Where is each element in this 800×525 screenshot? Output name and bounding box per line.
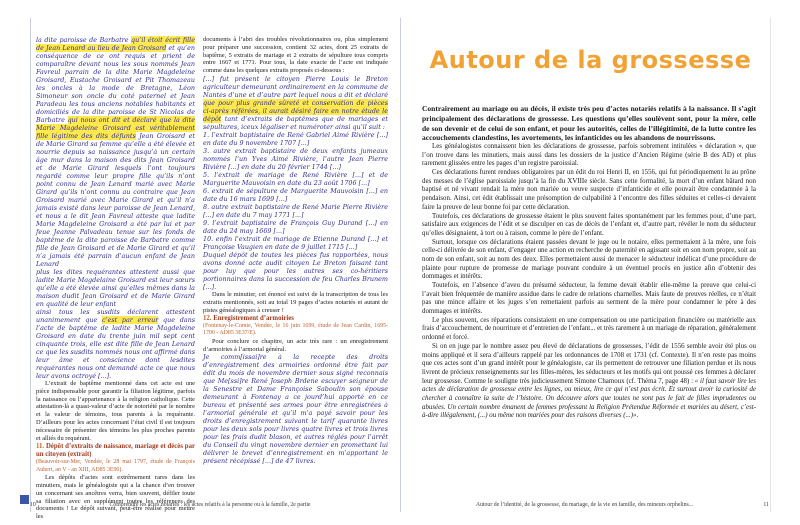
quote-item-block xyxy=(203,219,388,235)
text-segment: 1. l’extrait baptistaire de René Gabriel Aimé Rivière [...] en date du 9 novembre 1707 [...] xyxy=(203,131,388,148)
text-segment: (Beauvoir-sur-Mer, Vendée, le 28 mai 1797, étude de François Aubert, an V - an XIII, AD85 3E90). xyxy=(36,459,195,473)
highlighted-text: qui nous ont dit et déclaré que la dite Marie Magdeleine Groisard est véritablement fille légitime des dits défunts xyxy=(36,116,195,140)
highlighted-text: c’est par erreur xyxy=(101,316,159,324)
quote-block xyxy=(203,353,388,465)
text-segment: Les dépôts d’actes sont extrêmement rares dans les minutiers, mais le généalogiste qui a la chance d’en trouver un concernant ses ancêtres verra, bien souvent, défiler toute sa filiation avec en supplément toutes les références des documents ! Le dépôt suivant, peut-être réalisé pour mettre les xyxy=(36,474,195,521)
text-segment: Toutefois, ces déclarations de grossesse étaient le plus souvent faites spontanément par les femmes pour, d’une part, satisfaire aux exigences de l’édit et se disculper en cas de décès de l’enfant et, d’autre part, révéler le nom du séducteur qu’elles désignaient, à tort ou à raison, comme le père de l’enfant. xyxy=(422,212,756,237)
left-column-1 xyxy=(36,36,195,521)
quote-block xyxy=(203,251,388,291)
quote-item-block xyxy=(203,131,388,147)
text-segment: 11. xyxy=(36,442,46,450)
text-segment: Si on en juge par le nombre assez peu élevé de déclarations de grossesses, l’édit de 1556 semble avoir été plus ou moins appliqué et il sera d’ailleurs rappelé par les ordonnances de 1708 et 1731 (cf. Contexte). Il n’en reste pas moins que ces actes sont d’un grand intérêt pour le généalogiste, car ils permettent de retrouver une filiation perdue et ils nous livrent de précieux renseignements sur les filles-mères, les séducteurs et les motifs qui ont poussé ces femmes à déclarer leur grossesse. Comme le souligne très judicieusement Simone Chamoux (cf. Théma 7, page 48) : xyxy=(422,342,756,385)
para-block xyxy=(422,213,756,239)
text-segment: et qu’en conséquence de ce ont requis et prient de comparaître devant nous les sous nommés Jean Favreul parrain de la dite Marie Magdeleine Groisard, Eustache Groisard et Pit Thomazeau les oncles à la mode de Bretagne, Léon Simoneur son oncle du coté paternel et Jean Paradeau les tous anciens notables habitants et domiciliés de la dite paroisse de St Nicolas de Barbatre xyxy=(36,44,195,124)
heading-block xyxy=(203,315,388,323)
quote-item-block xyxy=(203,171,388,187)
text-segment: Jean Groisard et de Marie Girard sa femme qu’elle a été élevée et nourrie depuis sa naissance jusqu’à un certain âge mur dans la maison des dits Jean Groisard et de Marie Girard lesquels l’ont toujours regardé comme leur propre fille qu’ils n’ont point connu de Jean Lenard marié avec Marie Girard qu’ils n’ont connu au contraire que Jean Groisard marié avec Marie Girard et qu’il n’a jamais existé dans leur paroisse de Jean Lenard, et nous a le dit Jean Favreul atteste que ladite Marie Magdeleine Groisard a été par lui et par feue Jeanne Palvadeau tenue sur les fonds de baptême de la dite paroisse de Barbatre comme fille de Jean Groisard et de Marie Girard et qu’il n’a jamais été parrain d’aucun enfant de Jean Lenard xyxy=(36,132,195,268)
text-segment: Enregistrement d’armoiries xyxy=(213,314,294,322)
text-segment: 12. xyxy=(203,314,214,322)
right-page-number: 11 xyxy=(763,502,769,508)
highlighted-text: que pour plus grande sûreté et conservation de pièces ci-après référées, il aurait désiré faire en notre étude le dépôt xyxy=(203,99,388,124)
quote-block xyxy=(36,268,195,308)
body-block xyxy=(203,291,388,314)
text-segment: (Fontenay-le-Comte, Vendée, le 16 juin 1699, étude de Jean Cardin, 1695-1700 - AD85 3E37/E). xyxy=(203,322,388,337)
text-segment: la dite paroisse de Barbatre xyxy=(36,36,132,44)
para-block xyxy=(422,343,756,421)
right-page-body xyxy=(400,74,771,421)
text-segment: que dans l’acte de baptême de ladite Marie Magdeleine Groisard en date du trente juin mil sept cent cinquante trois, elle est dite fille de Jean Lenard ce que les susdits nommés nous ont affirmé dans leur âme et conscience dont lesdites requérantes nous ont demandé acte ce que nous leur avons octroyé [...]. xyxy=(36,316,195,380)
quote-item-block xyxy=(203,147,388,171)
left-page-footer xyxy=(30,502,390,508)
right-footer-text: Autour de l’identité, de la grossesse, du mariage, de la vie en famille, des mineurs orphelins... xyxy=(475,502,694,508)
text-segment: Dépôt d’extraits de naissance, mariage et décès par un citoyen (extrait) xyxy=(36,442,195,458)
left-column-2 xyxy=(203,36,388,521)
text-segment: Les généalogistes connaissent bien les déclarations de grossesse, parfois sobrement intitulées « déclaration », que l’on trouve dans les minutiers, mais aussi dans les dossiers de la justice d’Ancien Régime (série B des AD) et plus rarement glissées entre les pages d’un registre paroissial. xyxy=(422,143,756,168)
quote-item-block xyxy=(203,235,388,251)
quote-block xyxy=(36,36,195,268)
text-segment: . xyxy=(636,412,639,420)
para-block xyxy=(422,282,756,317)
text-segment: documents à l’abri des troubles révolutionnaires ou, plus simplement pour préparer une succession, contient 32 actes, dont 25 extraits de baptême, 5 extraits de mariage et 2 extraits de sépulture tous compris entre 1667 et 1771. Pour tous, la date exacte de l’acte est indiquée comme dans les quelques extraits proposés ci-dessous : xyxy=(203,36,388,75)
quote-block xyxy=(36,308,195,380)
para-block xyxy=(422,317,756,343)
intro-block xyxy=(422,104,756,143)
chapter-title: Autour de la grossesse xyxy=(429,46,752,74)
source-block xyxy=(36,459,195,474)
body-block xyxy=(203,36,388,75)
left-page xyxy=(30,18,390,521)
text-segment: « il faut savoir lire les actes de déclaration de grossesse entre les lignes, ou mieux, lire ce qui n’est pas écrit. Et surtout avoir la curiosité de chercher à connaître la suite de l’histoire. On découvre alors que toutes ne sont pas le fait de filles imprudentes ou abusées. Un certain nombre émanent de femmes professant la Religion Prétendue Réformée et mariées au désert, c’est-à-dire illégalement, (...) ou même non mariées pour des raisons diverses (...)» xyxy=(422,377,756,420)
text-segment: Contrairement au mariage ou au décès, il existe très peu d’actes notariés relatifs à la naissance. Il s’agit principalement des déclarations de grossesse. Les questions qu’elles soulèvent sont, pour la mère, celle de son devenir et de celui de son enfant, et pour les autorités, celles de l’illégitimité, de la lutte contre les accouchements clandestins, les avortements, les infanticides ou les abandons de nourrissons. xyxy=(422,104,756,143)
text-segment: tant d’extraits de baptêmes que de mariages et sépultures, iceux légaliser et numéroter ainsi qu’il suit : xyxy=(203,115,388,132)
text-segment: Duquel dépôt de toutes les pièces fus rapportées, nous avons donné acte audit citoyen Le Breton faisant tant pour luy que pour les autres ses co-héritiers portionnaires dans la succession de feu Charles Brunem [...]. xyxy=(203,251,388,292)
heading-block xyxy=(36,443,195,460)
para-block xyxy=(422,169,756,212)
left-page-number: 10 xyxy=(30,502,36,508)
right-page xyxy=(400,18,771,512)
body-block xyxy=(36,474,195,521)
right-page-footer xyxy=(400,502,771,508)
text-segment: 9. l’extrait baptistaire de François Guy Durand [...] en date du 24 may 1669 [...] xyxy=(203,219,388,236)
body-block xyxy=(36,380,195,443)
text-segment: ainsi tous les susdits déclarent attestent unanimement que xyxy=(36,308,195,324)
para-block xyxy=(422,143,756,169)
text-segment: 8. autre extrait baptistaire de René Marie Pierre Rivière [...] en date du 7 may 1771 [...] xyxy=(203,203,388,220)
body-block xyxy=(203,338,388,354)
text-segment: 3. autre extrait baptistaire de deux enfants jumeaux nommés l’un Yves Aimé Rivière, l’autre Jean Pierre Rivière [...] en date du 20 février 1744 [...] xyxy=(203,147,388,172)
text-segment: Ces déclarations furent rendues obligatoires par un édit du roi Henri II, en 1556, qui fut périodiquement lu au prône des messes de l’église paroissiale jusqu’à la fin du XVIIIe siècle. Sans cette formalité, la mort d’un enfant bâtard non baptisé et né vivant rendait la mère non mariée ou veuve suspecte d’infanticide et elle pouvait être condamnée à la pendaison. Ainsi, cet édit établissait une présomption de culpabilité à l’encontre des filles séduites et celles-ci devaient faire la preuve de leur bonne foi par cette déclaration. xyxy=(422,169,756,211)
text-segment: 10. enfin l’extrait de mariage de Etienne Durand [...] et Françoise Vaugien en date de 9 juillet 1715 [...] xyxy=(203,235,388,252)
quote-item-block xyxy=(203,187,388,203)
text-segment: 5. l’extrait de mariage de René Rivière [...] et de Marguerite Mauvoisin en date du 23 août 1706 [...] xyxy=(203,171,388,188)
source-block xyxy=(203,323,388,338)
quote-item-block xyxy=(203,203,388,219)
text-segment: Je comm[issai]re à la recepte des droits d’enregistrement des armoiries ordonné être fait par édit du mois de novembre dernier sous signé reconnais que Me[ssi]re René Joseph Brdene escuyer seigneur de la Senestre et Dame Françoise Saboulin son épouse demeurant à Fontenay a ce jourd’hui apporté en ce bureau et présenté ses armes pour être enregistrées à l’armorial générale et qu’il m’a payé savoir pour les droits d’enregistrement suivant le tarif quarante livres pour les deux sols pour livres quatre livres et trois livres pour les frais dudit blason, et autres réglés pour l’arrêt du Conseil du vingt novembre dernier en promettant lui délivrer le brevet d’enregistrement en m’apportant le présent récépissé [...] de 47 livres. xyxy=(203,353,388,466)
text-segment: Dans le minutier, cet énoncé est suivi de la transcription de tous les extraits mentionnés, soit au total 19 pages d’actes notariés et autant de pistes généalogiques à creuser ! xyxy=(203,291,388,314)
text-segment: Surtout, lorsque ces déclarations étaient passées devant le juge ou le notaire, elles permettaient à la mère, une fois celle-ci délivrée de son enfant, d’engager une action en recherche de paternité en agissant soit en son nom propre, soit au nom de son enfant, soit au nom des deux. Elles permettaient aussi de menacer le séducteur indélicat d’une procédure de plainte pour rupture de promesse de mariage pouvant conduire à un éventuel procès en justice afin d’obtenir des dommages et intérêts. xyxy=(422,238,756,281)
para-block xyxy=(422,239,756,282)
quote-block xyxy=(203,75,388,131)
chapter-tab-marker xyxy=(20,495,29,504)
text-segment: [...] fut présent le citoyen Pierre Louis le Breton agriculteur demeurant ordinairement en la commune de Nantes d’une et d’autre part lequel nous a dit et déclaré xyxy=(203,75,388,100)
text-segment: Toutefois, en l’absence d’aveu du présumé séducteur, la femme devait établir elle-même la preuve que celui-ci l’avait bien fréquentée de manière assidue dans le cadre de relations charnelles. Mais faute de preuves réelles, ce n’était pas une mince affaire et les juges s’en remettaient parfois au serment de la mère pour condamner le père à des dommages et intérêts. xyxy=(422,282,756,316)
text-segment: Pour conclure ce chapitre, un acte très rare : un enregistrement d’armoiries à l’armorial général. xyxy=(203,337,388,353)
text-segment: Le plus souvent, ces réparations consistaient en une compensation ou une participation financière ou matérielle aux frais d’accouchement, de nourriture et d’entretien de l’enfant... et très rarement à un mariage de réparation, généralement ordonné et forcé. xyxy=(422,316,756,342)
right-page-right-edge-line xyxy=(770,18,771,512)
text-segment: L’extrait de baptême mentionné dans cet acte est une pièce indispensable pour garantir la filiation légitime, parfois la naissance ou l’appartenance à la religion catholique. Cette attestation-là a quasi-valeur d’acte de notoriété par le nombre et la valeur de témoins, tous parents à la requérante. D’ailleurs pour les actes concernant l’état civil il est toujours nécessaire de présenter des témoins les plus proches parents et alliés du requérant. xyxy=(36,380,195,442)
right-page-edge-line xyxy=(400,18,401,512)
left-page-edge-line xyxy=(30,18,31,512)
left-page-columns xyxy=(30,18,390,521)
text-segment: 6. extrait de sépulture de Marguerite Mauvoisin [...] en date du 16 mars 1699 [...] xyxy=(203,187,388,204)
highlighted-text: qu’il étoit écrit fille de Jean Lenard au lieu de Jean Groisard xyxy=(36,36,196,52)
text-segment: plus les dites requérantes attestent aussi que ladite Marie Magdelaine Groisard est leur sœurs qu’elle a été élevée ainsi qu’elles mêmes dans la maison dudit Jean Groisard et de Marie Girard en qualité de leur enfant xyxy=(36,268,195,308)
left-footer-text: Comprendre les actes notariés : les actes relatifs à la personne ou à la famille, 2e partie xyxy=(109,502,311,508)
